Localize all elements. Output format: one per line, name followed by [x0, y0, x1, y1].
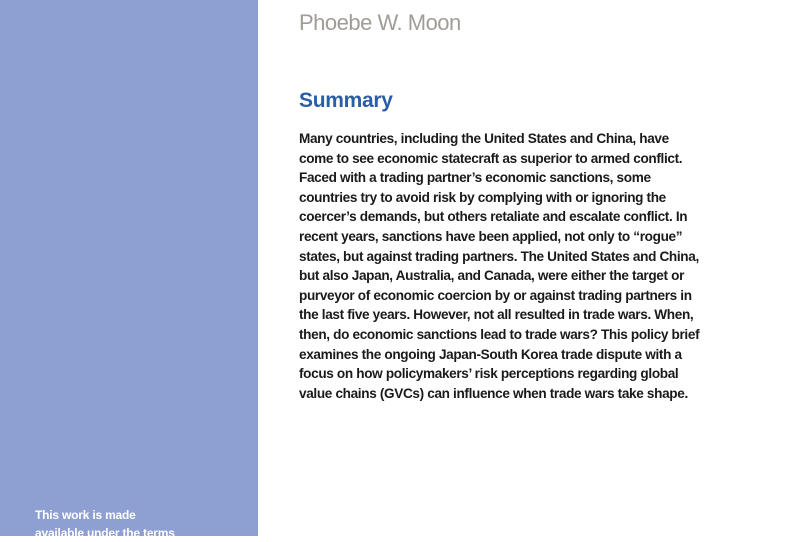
- author-name: Phoebe W. Moon: [299, 10, 461, 35]
- summary-line: come to see economic statecraft as superior to armed conflict.: [299, 150, 683, 166]
- summary-line: the last five years. However, not all resulted in trade wars. When,: [299, 307, 694, 323]
- license-notice: [35, 506, 225, 542]
- summary-paragraph: [299, 129, 789, 403]
- summary-line: states, but against trading partners. The United States and China,: [299, 248, 699, 264]
- summary-line: countries try to avoid risk by complying with or ignoring the: [299, 189, 666, 205]
- summary-line: examines the ongoing Japan-South Korea trade dispute with a: [299, 346, 682, 362]
- main-content: [258, 0, 800, 536]
- summary-line: focus on how policymakers’ risk perceptions regarding global: [299, 366, 679, 382]
- summary-line: coercer’s demands, but others retaliate and escalate conflict. In: [299, 209, 688, 225]
- summary-line: purveyor of economic coercion by or against trading partners in: [299, 287, 692, 303]
- summary-line: Faced with a trading partner’s economic sanctions, some: [299, 170, 651, 186]
- summary-heading: Summary: [299, 89, 393, 112]
- sidebar-panel: [0, 0, 258, 540]
- summary-line: value chains (GVCs) can influence when trade wars take shape.: [299, 385, 688, 401]
- summary-line: recent years, sanctions have been applied, not only to “rogue”: [299, 228, 683, 244]
- summary-line: but also Japan, Australia, and Canada, were either the target or: [299, 268, 685, 284]
- summary-line: then, do economic sanctions lead to trade wars? This policy brief: [299, 326, 700, 342]
- summary-line: Many countries, including the United States and China, have: [299, 131, 669, 146]
- license-line: This work is made: [35, 508, 136, 522]
- license-line: available under the terms: [35, 526, 175, 540]
